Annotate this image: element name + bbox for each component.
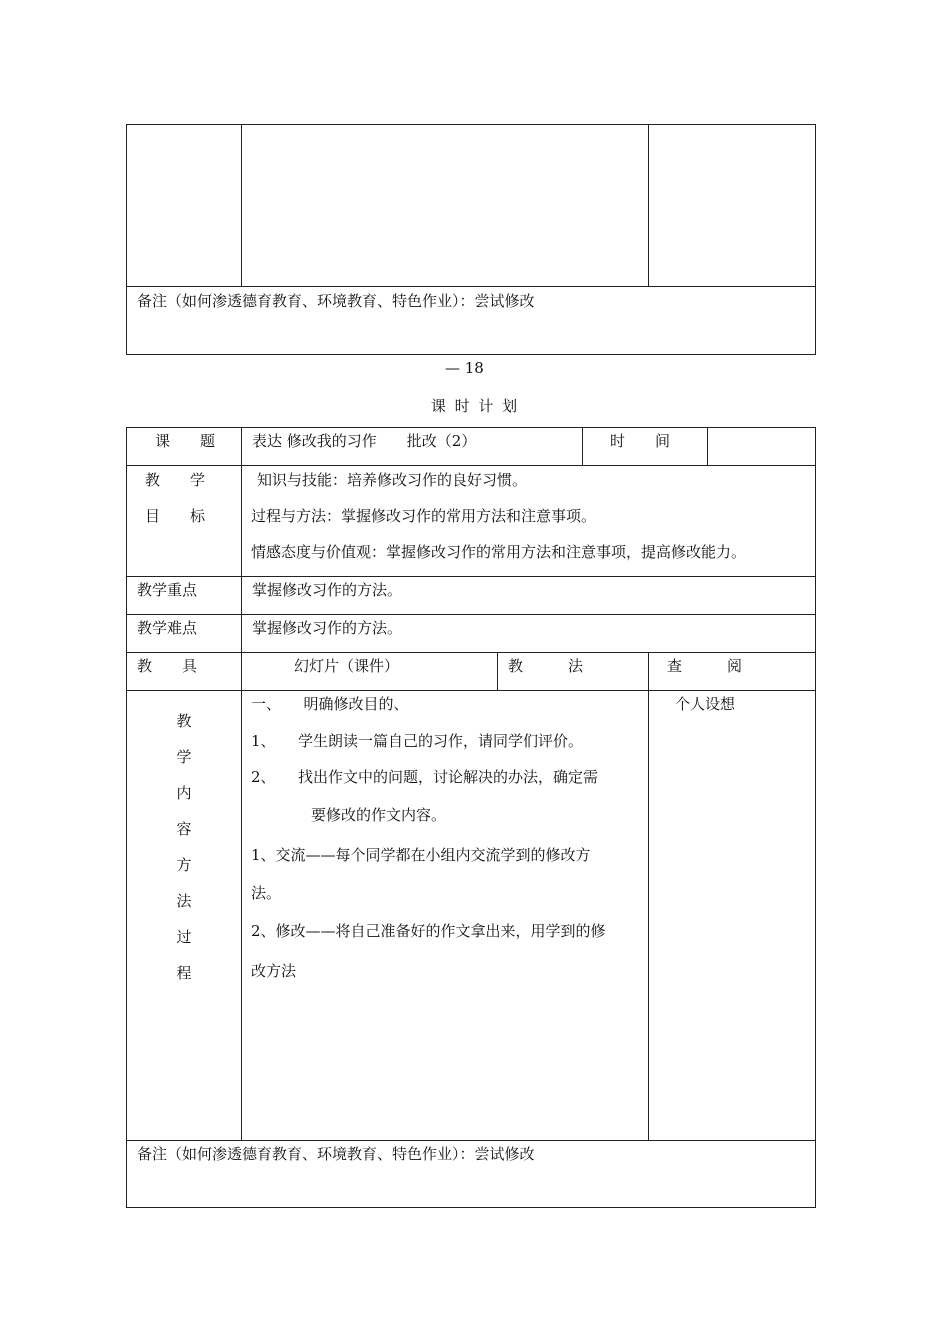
previous-remark: 备注（如何渗透德育教育、环境教育、特色作业）：尝试修改 [137,292,535,310]
row-divider [126,652,816,653]
process-line: 法。 [251,884,282,902]
process-label-char: 法 [176,892,192,910]
goal-attitude: 情感态度与价值观：掌握修改习作的常用方法和注意事项，提高修改能力。 [251,543,747,561]
process-label-char: 学 [176,748,192,766]
previous-table-divider [126,286,816,287]
plan-remark: 备注（如何渗透德育教育、环境教育、特色作业）：尝试修改 [137,1145,535,1163]
time-label: 时 间 [610,432,671,450]
previous-plan-table [126,124,816,355]
process-line: 改方法 [251,962,297,980]
process-line: 2、 找出作文中的问题，讨论解决的办法，确定需 [251,768,599,786]
process-line: 要修改的作文内容。 [251,806,447,824]
process-label [169,703,199,991]
column-divider [648,652,649,1140]
column-divider [707,427,708,465]
row-divider [126,576,816,577]
column-divider [241,427,242,1140]
difficulty-value: 掌握修改习作的方法。 [252,619,403,637]
method-label: 教 法 [508,657,584,675]
goal-knowledge: 知识与技能：培养修改习作的良好习惯。 [257,471,528,489]
topic-label: 课 题 [155,432,216,450]
process-line: 1、交流——每个同学都在小组内交流学到的修改方 [251,846,591,864]
key-point-value: 掌握修改习作的方法。 [252,581,403,599]
row-divider [126,690,816,691]
difficulty-label: 教学难点 [137,619,198,637]
row-divider [126,614,816,615]
page-number: — 18 [445,359,484,377]
review-label: 查 阅 [667,657,743,675]
personal-ideas-label: 个人设想 [675,695,736,713]
tools-label: 教 具 [137,657,198,675]
process-label-char: 教 [176,712,192,730]
goal-process: 过程与方法：掌握修改习作的常用方法和注意事项。 [251,507,597,525]
process-label-char: 方 [176,856,192,874]
process-label-char: 过 [176,928,192,946]
page-title: 课 时 计 划 [430,397,520,415]
process-label-char: 程 [176,964,192,982]
goals-label-line2: 目 标 [145,507,206,525]
previous-table-divider [648,124,649,286]
process-line: 1、 学生朗读一篇自己的习作，请同学们评价。 [251,732,584,750]
previous-table-divider [241,124,242,286]
column-divider [497,652,498,690]
process-line: 2、修改——将自己准备好的作文拿出来，用学到的修 [251,922,606,940]
row-divider [126,465,816,466]
goals-label-line1: 教 学 [145,471,206,489]
row-divider [126,1140,816,1141]
topic-value: 表达 修改我的习作 批改（2） [252,432,477,450]
process-line: 一、 明确修改目的、 [251,695,409,713]
key-point-label: 教学重点 [137,581,198,599]
process-label-char: 容 [176,820,192,838]
column-divider [582,427,583,465]
tools-value: 幻灯片（课件） [294,657,400,675]
process-label-char: 内 [176,784,192,802]
